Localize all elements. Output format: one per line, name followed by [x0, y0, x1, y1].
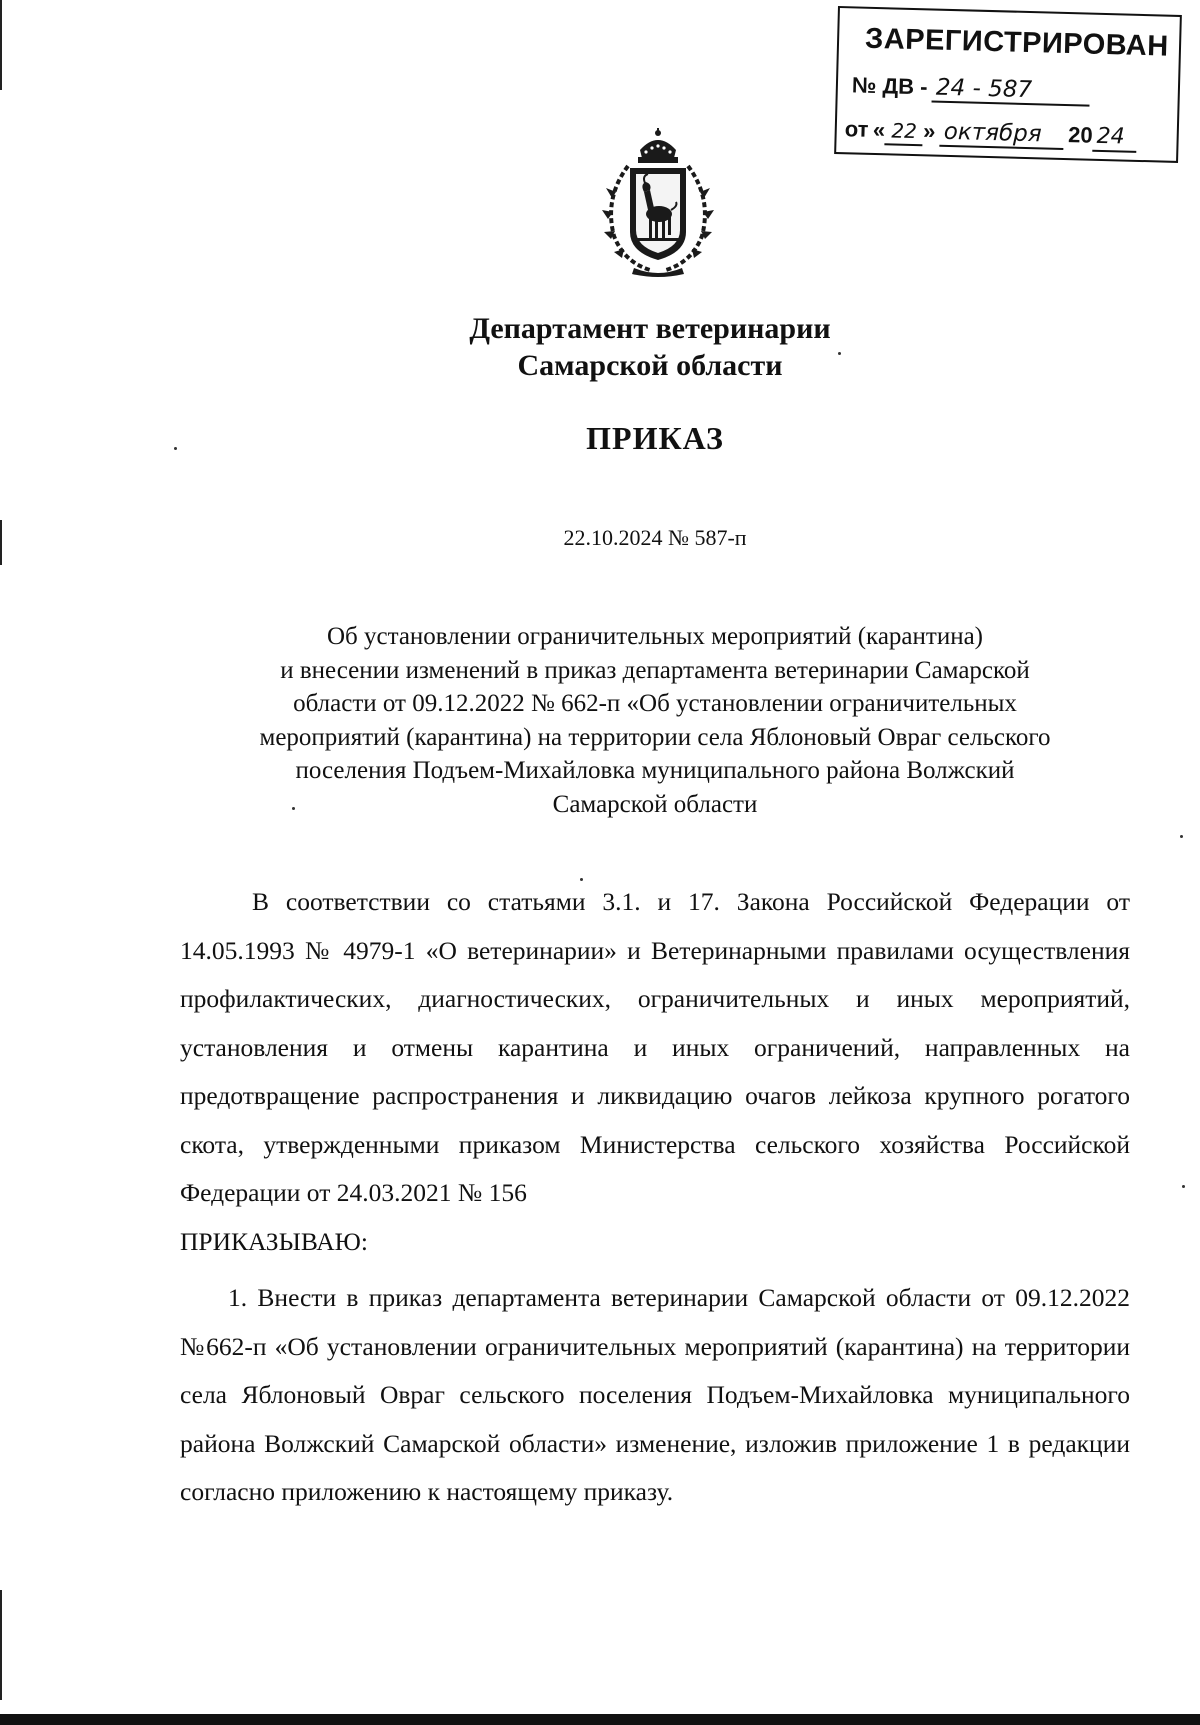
stamp-day-handwritten: 22: [885, 117, 924, 146]
stamp-year-handwritten: 24: [1092, 124, 1137, 153]
samara-coat-of-arms-icon: [588, 128, 728, 278]
scan-speck: [292, 807, 295, 810]
stamp-number-handwritten: 24 - 587: [932, 74, 1091, 106]
subject-line: Об установлении ограничительных мероприятий (карантина): [326, 623, 984, 650]
registration-stamp: [834, 6, 1182, 163]
document-subject: [200, 620, 1110, 821]
department-name: [50, 310, 1200, 384]
stamp-year-prefix: 20: [1067, 122, 1094, 148]
subject-line: мероприятий (карантина) на территории села Яблоновый Овраг сельского: [259, 723, 1051, 751]
scan-speck: [174, 447, 177, 450]
stamp-month-handwritten: октября: [939, 119, 1064, 150]
item-1-paragraph: 1. Внести в приказ департамента ветеринарии Самарской области от 09.12.2022 №662-п «Об установлении ограничительных мероприятий (карантина) на территории села Яблоновый Овраг сельского поселения Подъем-Михайловка муниципального района Волжский Самарской области» изменение, изложив приложение 1 в редакции согласно приложению к настоящему приказу.: [180, 1283, 1130, 1506]
stamp-title: ЗАРЕГИСТРИРОВАН: [864, 22, 1170, 63]
stamp-number-line: [852, 72, 1091, 106]
subject-line: и внесении изменений в приказ департамента ветеринарии Самарской: [280, 656, 1030, 684]
scan-speck: [580, 878, 583, 881]
stamp-number-label: № ДВ -: [851, 72, 928, 100]
scan-speck: [1182, 1185, 1185, 1188]
stamp-date-prefix: от: [844, 116, 869, 142]
subject-line: области от 09.12.2022 № 662-п «Об установлении ограничительных: [293, 690, 1017, 717]
scan-bottom-edge: [0, 1714, 1200, 1725]
stamp-date-line: [844, 116, 1137, 153]
stamp-close-quote: »: [922, 118, 936, 144]
preamble-paragraph: [180, 878, 1130, 1266]
subject-line: поселения Подъем-Михайловка муниципального района Волжский: [295, 757, 1015, 784]
scan-speck: [1180, 835, 1183, 838]
department-line-2: Самарской области: [517, 349, 783, 382]
scan-edge-mark: [0, 1590, 2, 1700]
scan-edge-mark: [0, 520, 2, 565]
scan-edge-mark: [0, 0, 2, 90]
department-line-1: Департамент ветеринарии: [469, 312, 831, 345]
document-date-number: 22.10.2024 № 587-п: [563, 525, 747, 550]
preamble-text: В соответствии со статьями 3.1. и 17. Закона Российской Федерации от 14.05.1993 № 4979-1 «О ветеринарии» и Ветеринарными правилами осуществления профилактических, диагностических, ограничительных и иных мероприятий, установления и отмены карантина и иных ограничений, направленных на предотвращение распространения и ликвидацию очагов лейкоза крупного рогатого скота, утвержденными приказом Министерства сельского хозяйства Российской Федерации от 24.03.2021 № 156: [180, 887, 1130, 1207]
stamp-open-quote: «: [872, 116, 886, 143]
subject-line: Самарской области: [552, 790, 758, 818]
scan-speck: [838, 352, 841, 355]
document-type: ПРИКАЗ: [586, 420, 724, 456]
order-word: ПРИКАЗЫВАЮ:: [180, 1226, 368, 1256]
